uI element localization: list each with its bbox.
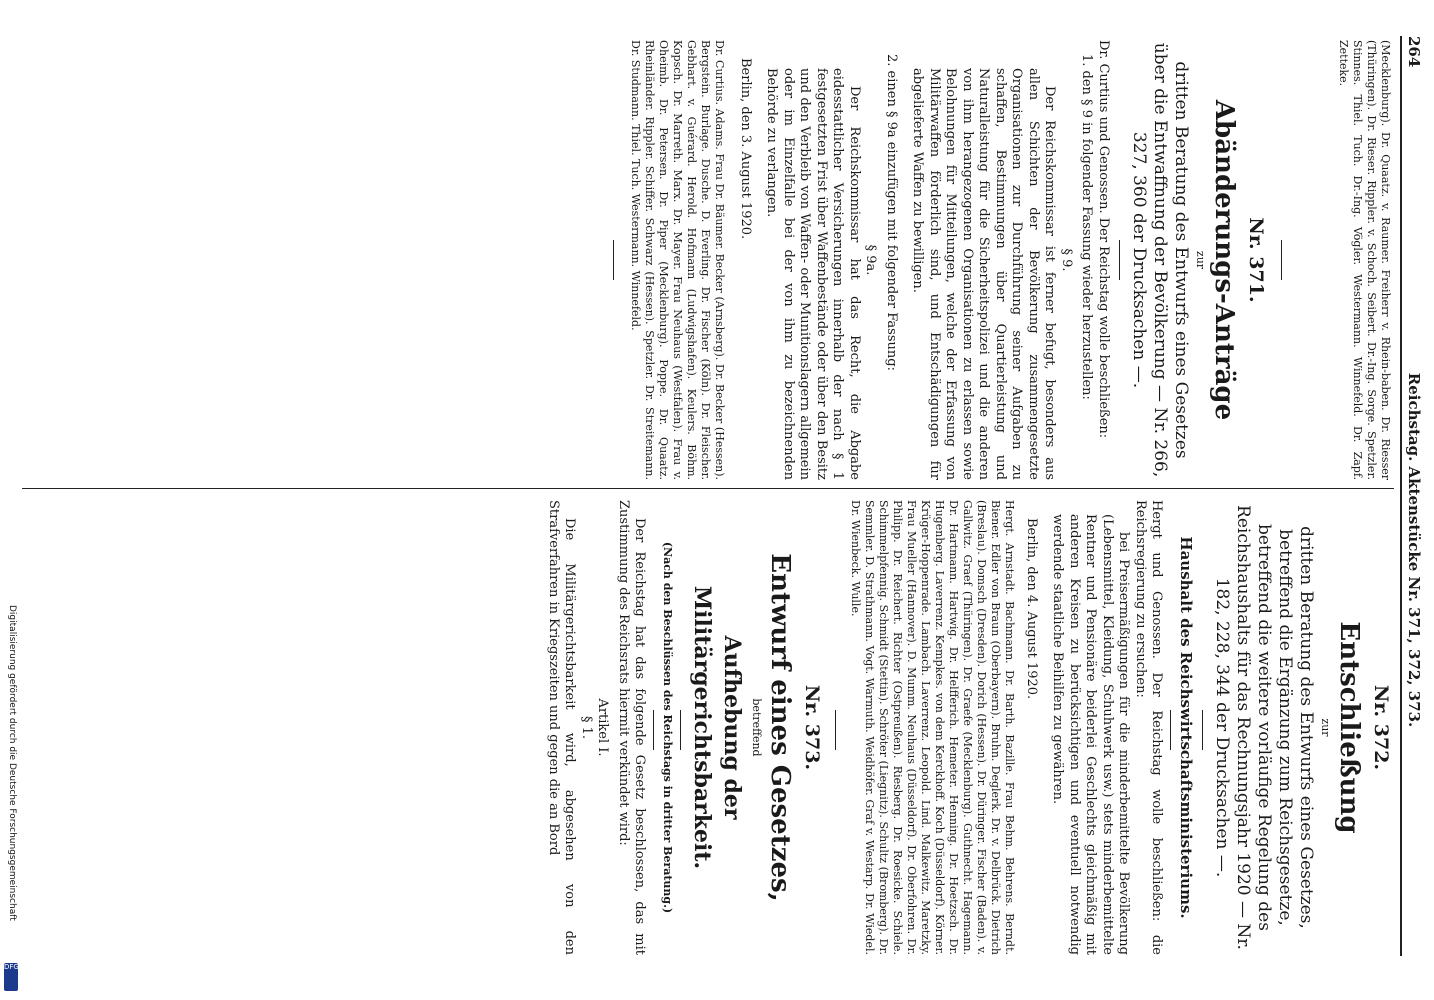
nr-372: Nr. 372. [1370,684,1392,771]
page-number: 264 [1405,36,1423,68]
artikel-1: Artikel I. [595,698,611,757]
right-column [12,500,1392,955]
date-371: Berlin, den 3. August 1920. [738,58,753,240]
item-2: 2. einen § 9a einzufügen mit folgender Fassung: [884,54,899,371]
par-9a-text: Der Reichskommissar hat das Recht, die Abgabe eidesstattlicher Versicherungen innerhalb der nach § 1 festgesetzten Frist über Waffenbestände oder über den Besitz und den Verbleib von Waffen- oder Munitionslagern allgemein oder im Einzelfalle bei der von ihm zu bezeichnenden Behörde zu verlangen. [764,68,862,480]
funding-note: Digitalisierung gefördert durch die Deutsche Forschungsgemeinschaft [7,605,17,921]
dfg-logo: DFG [4,963,18,991]
digitization-strip [0,0,22,1000]
title-371: Abänderungs-Anträge [1209,99,1239,421]
par-9a-heading: § 9a. [863,244,879,276]
text-372: bei Preisermäßigungen für die minderbemittelte Bevölkerung (Lebensmittel, Kleidung, Schuhwerk usw.) stets minderbemittelte Rentner und Pensionäre beiderlei Geschlechts gleichmäßig mit anderen Kreisen zu berücksichtigen und eventuell notwendig werdende staatliche Beihilfen zu gewähren. [1050,514,1132,955]
header-rule [1400,36,1402,956]
intro-372: Hergt und Genossen. Der Reichstag wolle beschließen: die Reichsregierung zu ersuchen: [1133,500,1165,955]
signers-372: Hergt. Arnstadt. Bachmann. Dr. Barth. Bazille. Frau Behm. Behrens. Berndt. Biener. Edler von Braun (Oberbayern). Bruhn. Deglerk. Dr. v. Delbrück. Dietrich (Breslau). Domsch (Dresden). Dorich (Hessen). Dr. Düringer. Fischer (Baden). v. Gallwitz. Graef (Thüringen). Dr. Graefe (Mecklenburg). Guthnecht. Hagemann. Dr. Hartmann. Hartwig. Dr. Helfferich. Hemeter. Henning. Dr. Hoetzsch. Dr. Hugenberg. Laverrenz. Kempkes. von dem Kerckhoff. Koch (Düsseldorf). Körner. Krüger-Hoppenrade. Lambach. Laverrenz. Leopold. Lind. Malkewitz. Maretzky. Frau Mueller (Hannover). D. Mumm. Neuhaus (Düsseldorf). Dr. Oberfohren. Dr. Philipp. Dr. Reichert. Richter (Ostpreußen). Riesberg. Dr. Roesicke. Schiele. Schimmelpfennig. Schmidt (Stettin). Schröter (Liegnitz). Schultz (Bromberg). Dr. Semmler. D. Strathmann. Vogt. Warmuth. Weidhöfer. Graf v. Westarp. Dr. Wiedel. Dr. Wienbeck. Wulle. [849,500,1017,955]
signers-top: (Mecklenburg). Dr. Quaatz. v. Raumer. Freiherr v. Rhein-baben. Dr. Riesser (Thüringen). Dr. Rieser. Rippler. v. Schoch. Seibert. Dr.-Ing. Sorge. Spetzler. Stinnes. Thiel. Tuch. Dr.-Ing. Vögler. Westermann. Winnefeld. Dr. Zapf. Zetteke. [1337,40,1392,480]
note-373: (Nach den Beschlüssen des Reichstags in dritter Beratung.) [661,541,675,914]
running-title: Reichstag. Aktenstücke Nr. 371, 372, 373. [1405,372,1423,728]
title-372: Entschließung [1334,621,1364,834]
intro-371: Dr. Curtius und Genossen. Der Reichstag wolle beschließen: [1096,40,1111,439]
par-1-heading: § 1. [579,715,594,740]
par-9-heading: § 9. [1059,248,1074,272]
par-9-text: Der Reichskommissar ist ferner befugt, besonders aus allen Schichten der Bevölkerung zusammengesetzte Organisationen zur Durchführung seiner Aufgaben zu schaffen, Bestimmungen über Quartierleistung und Naturalleistung für die Sicherheitspolizei und die anderen von ihm herangezogenen Organisationen zu erlassen sowie Belohnungen für Mitteilungen, welche der Erfassung von Militärwaffen förderlich sind, und Entschädigungen für abgelieferte Waffen zu bewilligen. [910,68,1058,480]
enactment-clause: Der Reichstag hat das folgende Gesetz beschlossen, das mit Zustimmung des Reichsrats hiermit verkündet wird: [616,500,648,955]
date-372: Berlin, den 4. August 1920. [1024,518,1039,700]
signers-bottom: Dr. Curtius. Adams. Frau Dr. Bäumer. Becker (Arnsberg). Dr. Becker (Hessen). Bergstein. Burlage. Dusche. D. Everling. Dr. Fischer (Köln). Dr. Fleischer. Gebhart. v. Guérard. Herold. Hofmann (Ludwigshafen). Keulers. Böhm. Kopsch. Dr. Marreth. Marx. Dr. Mayer. Frau Neuhaus (Westfalen). Frau v. Oheimb. Dr. Petersen. Dr. Piper (Mecklenburg). Poppe. Dr. Quaatz. Rheinländer. Rippler. Schiffer. Schwarz (Hessen). Spetzler. Dr. Streitemann. Dr. Studmann. Thiel. Tuch. Westermann. Winnefeld. [629,40,727,480]
left-column [12,40,1392,480]
section-heading: Haushalt des Reichswirtschaftsministeriums. [1177,536,1195,919]
item-1: 1. den § 9 in folgender Fassung wieder herzustellen: [1079,54,1095,400]
subtitle-372: dritten Beratung des Entwurfs eines Gesetzes, betreffend die Ergänzung zum Reichsgesetze, betreffend die weitere vorläufige Regelung des Reichshaushalts für das Rechnungsjahr 1920 — Nr. 182, 228, 344 der Drucksachen —. [1212,505,1316,950]
zur-372: zur [1319,718,1332,737]
subtitle-371: dritten Beratung des Entwurfs eines Gesetzes über die Entwaffnung der Bevölkerung — Nr. 266, 327, 360 der Drucksachen —. [1129,42,1191,478]
nr-371: Nr. 371. [1245,217,1267,303]
subtitle-373: Aufhebung der Militärgerichtsbarkeit. [689,585,746,870]
zur-371: zur [1194,250,1207,270]
betreffend: betreffend [750,698,764,757]
column-divider [4,488,1394,489]
nr-373: Nr. 373. [801,684,824,771]
par-1-text: Die Militärgerichtsbarkeit wird, abgesehen von den Strafverfahren in Kriegszeiten und gegen die an Bord [546,500,578,955]
title-373: Entwurf eines Gesetzes, [765,553,796,902]
